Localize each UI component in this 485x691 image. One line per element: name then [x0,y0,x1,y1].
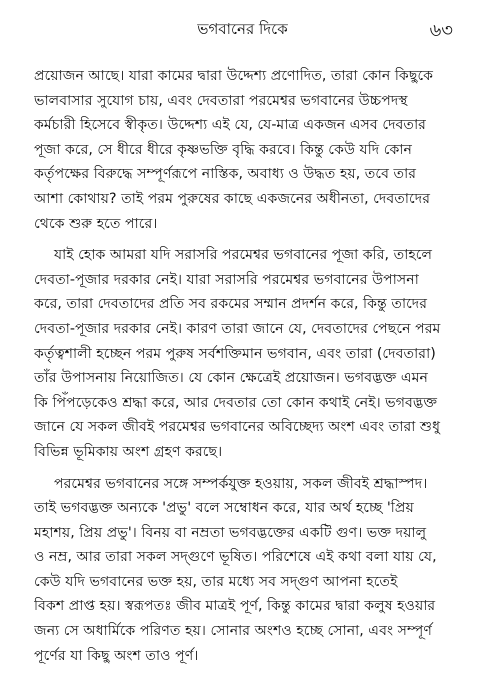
text-line: কর্তৃত্বশালী হচ্ছেন পরম পুরুষ সর্বশক্তিমান ভগবান, এবং তারা (দেবতারা) [34,345,436,362]
page-number: ৬৩ [429,20,453,41]
text-line: জন্য সে অধার্মিকে পরিণত হয়। সোনার অংশও হচ্ছে সোনা, এবং সম্পূর্ণ [34,623,432,640]
text-line: বিভিন্ন ভূমিকায় অংশ গ্রহণ করছে। [34,443,223,460]
page-header [0,16,485,42]
text-line: তাঁর উপাসনায় নিয়োজিত। যে কোন ক্ষেত্রেই প্রয়োজন। ভগবদ্ভক্ত এমন [34,370,428,387]
text-line: বিকশ প্রাপ্ত হয়। স্বরূপতঃ জীব মাত্রই পূর্ণ, কিন্তু কামের দ্বারা কলুষ হওয়ার [34,598,436,615]
text-line: দেবতা-পূজার দরকার নেই। যারা সরাসরি পরমেশ্বর ভগবানের উপাসনা [34,271,419,288]
text-line: প্রয়োজন আছে। যারা কামের দ্বারা উদ্দেশ্য প্রণোদিত, তারা কোন কিছুকে [34,68,434,84]
text-line: করে, তারা দেবতাদের প্রতি সব রকমের সম্মান প্রদর্শন করে, কিন্তু তাদের [34,296,428,313]
text-line: তাই ভগবদ্ভক্ত অন্যকে 'প্রভু' বলে সম্বোধন করে, যার অর্থ হচ্ছে 'প্রিয় [34,500,414,517]
text-line: পূর্ণের যা কিছু অংশ তাও পূর্ণ। [34,647,199,664]
text-line: আশা কোথায়? তাই পরম পুরুষের কাছে একজনের অধীনতা, দেবতাদের [34,190,430,207]
text-line: ভালবাসার সুযোগ চায়, এবং দেবতারা পরমেশ্বর ভগবানের উচ্চপদস্থ [34,92,408,109]
running-title: ভগবানের দিকে [197,20,288,38]
body-text [34,64,460,675]
text-line: ও নম্র, আর তারা সকল সদ্গুণে ভূষিত। পরিশেষে এই কথা বলা যায় যে, [34,549,437,566]
text-line: কর্তৃপক্ষের বিরুদ্ধে সম্পূর্ণরূপে নাস্তিক, অবাধ্য ও উদ্ধত হয়, তবে তার [34,166,417,183]
paragraph-2 [34,243,460,464]
text-line: মহাশয়, প্রিয় প্রভু'। বিনয় বা নম্রতা ভগবদ্ভক্তের একটি গুণ। ভক্ত দয়ালু [34,524,427,541]
text-line: থেকে শুরু হতে পারে। [34,215,158,232]
text-line: দেবতা-পূজার দরকার নেই। কারণ তারা জানে যে, দেবতাদের পেছনে পরম [34,320,441,337]
paragraph-1 [34,64,460,236]
text-line: যাই হোক আমরা যদি সরাসরি পরমেশ্বর ভগবানের পূজা করি, তাহলে [54,247,433,264]
text-line: কি পিঁপড়েকেও শ্রদ্ধা করে, আর দেবতার তো কোন কথাই নেই। ভগবদ্ভক্ত [34,394,438,411]
text-line: পরমেশ্বর ভগবানের সঙ্গে সম্পর্কযুক্ত হওয়ায়, সকল জীবই শ্রদ্ধাস্পদ। [54,475,428,492]
text-line: কর্মচারী হিসেবে স্বীকৃত। উদ্দেশ্য এই যে, যে-মাত্র একজন এসব দেবতার [34,117,426,134]
text-line: জানে যে সকল জীবই পরমেশ্বর ভগবানের অবিচ্ছেদ্য অংশ এবং তারা শুধু [34,419,441,436]
text-line: পূজা করে, সে ধীরে ধীরে কৃষ্ণভক্তি বৃদ্ধি করবে। কিন্তু কেউ যদি কোন [34,141,413,158]
paragraph-3 [34,472,460,669]
text-line: কেউ যদি ভগবানের ভক্ত হয়, তার মধ্যে সব সদ্গুণ আপনা হতেই [34,573,398,590]
